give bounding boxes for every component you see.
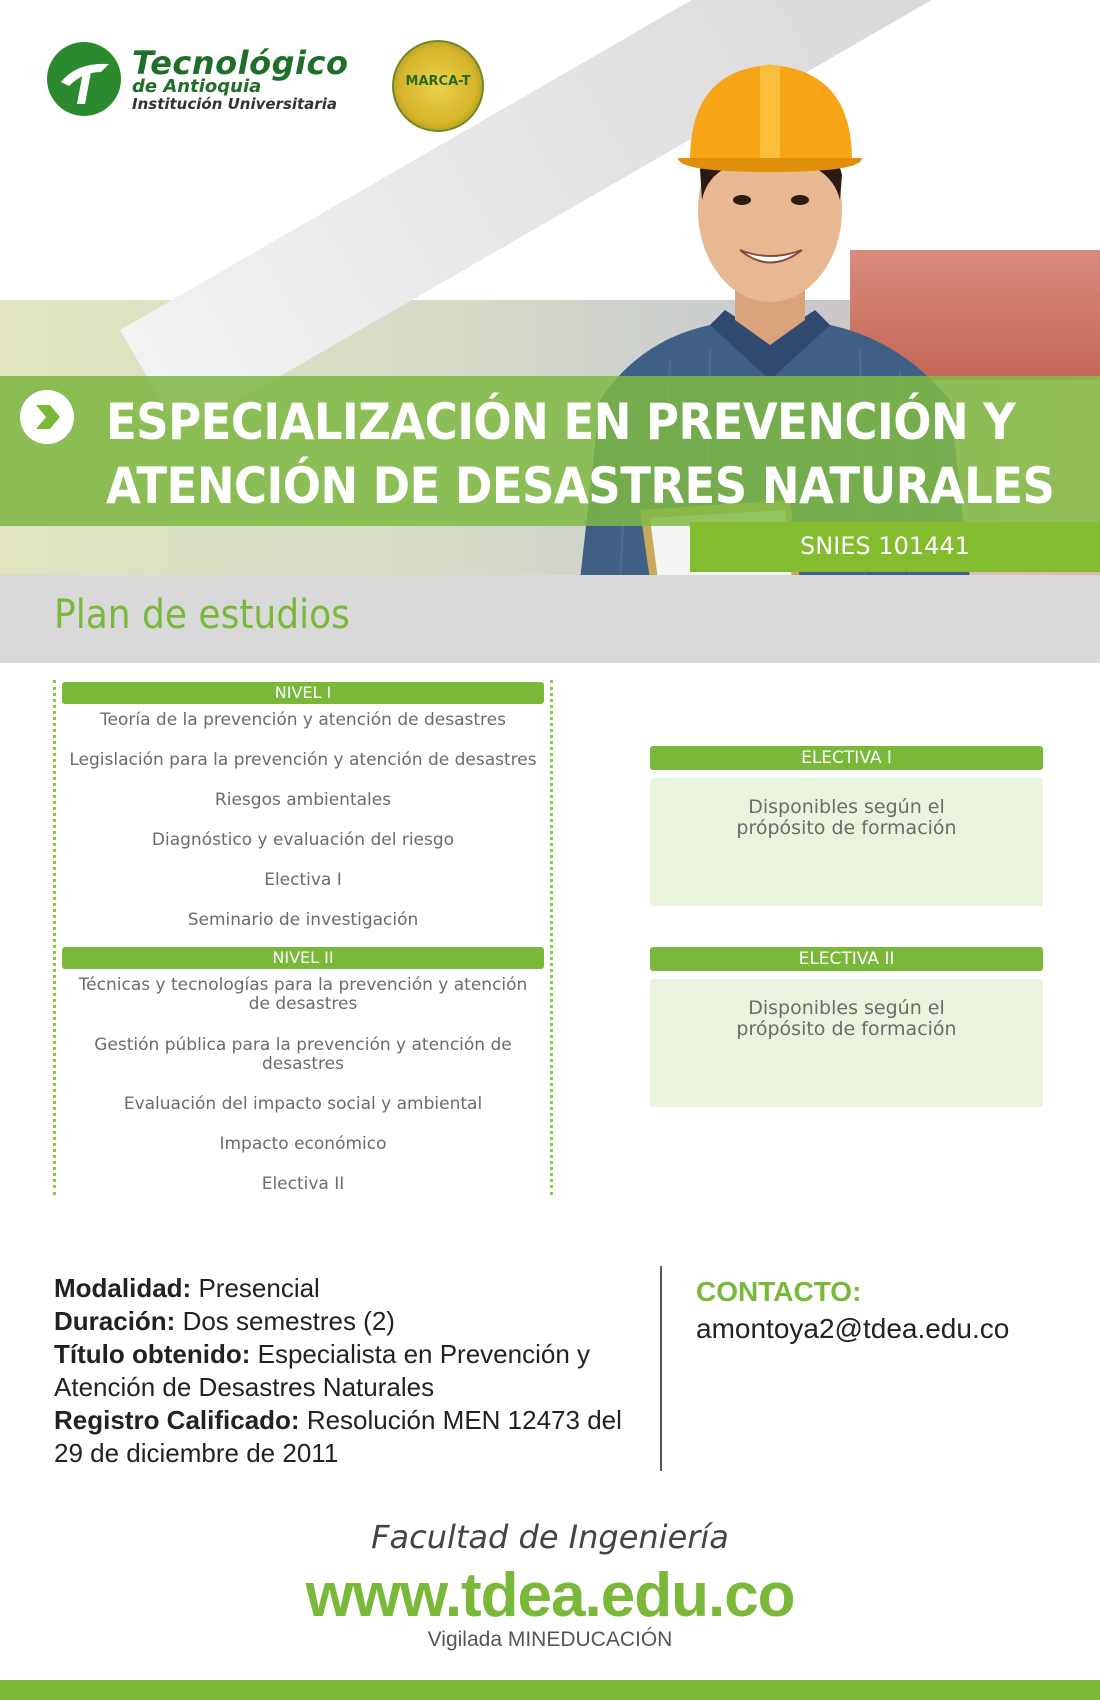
logo-name-line1: Tecnológico bbox=[132, 44, 349, 82]
chevron-right-icon bbox=[20, 390, 74, 444]
dotted-border-right bbox=[550, 680, 553, 1195]
bottom-bar bbox=[0, 1680, 1100, 1700]
detail-duracion: Duración: Dos semestres (2) bbox=[54, 1306, 395, 1336]
electiva-2-header: ELECTIVA II bbox=[650, 947, 1043, 971]
course-item: Riesgos ambientales bbox=[214, 790, 392, 810]
detail-titulo: Título obtenido: Especialista en Prevención y Atención de Desastres Naturales bbox=[54, 1339, 591, 1402]
course-item: Legislación para la prevención y atención de desastres bbox=[69, 750, 537, 770]
vertical-divider bbox=[660, 1266, 662, 1471]
snies-code: SNIES 101441 bbox=[800, 532, 970, 560]
seal-label: MARCA-T bbox=[405, 74, 471, 89]
course-item: Evaluación del impacto social y ambiental bbox=[123, 1094, 483, 1114]
course-item: Gestión pública para la prevención y atención de desastres bbox=[94, 1035, 512, 1074]
website-link[interactable]: www.tdea.edu.co bbox=[305, 1561, 795, 1630]
program-details bbox=[54, 1272, 644, 1470]
tdea-logo-icon bbox=[47, 42, 121, 116]
contact-email-link[interactable]: amontoya2@tdea.edu.co bbox=[696, 1313, 1010, 1344]
plan-title: Plan de estudios bbox=[54, 592, 350, 638]
detail-modalidad: Modalidad: Presencial bbox=[54, 1273, 320, 1303]
course-item: Electiva I bbox=[264, 870, 342, 890]
title-line1: ESPECIALIZACIÓN EN PREVENCIÓN Y bbox=[106, 393, 1016, 451]
course-item: Electiva II bbox=[261, 1174, 345, 1194]
course-item: Impacto económico bbox=[219, 1134, 387, 1154]
hero-banner bbox=[0, 0, 1100, 575]
electiva-1-text-line1: Disponibles según el bbox=[748, 796, 945, 818]
detail-registro: Registro Calificado: Resolución MEN 12473 del 29 de diciembre de 2011 bbox=[54, 1405, 622, 1468]
course-item: Seminario de investigación bbox=[187, 910, 419, 930]
title-line2: ATENCIÓN DE DESASTRES NATURALES bbox=[106, 457, 1055, 515]
logo-name-line3: Institución Universitaria bbox=[132, 95, 337, 113]
nivel-1-header: NIVEL I bbox=[62, 682, 544, 704]
electiva-2-text-line2: própósito de formación bbox=[736, 1018, 957, 1040]
electiva-1-header: ELECTIVA I bbox=[650, 746, 1043, 770]
faculty-name: Facultad de Ingeniería bbox=[371, 1518, 729, 1556]
electiva-2-text-line1: Disponibles según el bbox=[748, 997, 945, 1019]
nivel-2-header: NIVEL II bbox=[62, 947, 544, 969]
course-item: Diagnóstico y evaluación del riesgo bbox=[151, 830, 455, 850]
dotted-border-left bbox=[53, 680, 56, 1195]
page-title bbox=[106, 390, 1086, 518]
contact-heading: CONTACTO: bbox=[696, 1276, 862, 1307]
electiva-1-text-line2: própósito de formación bbox=[736, 817, 957, 839]
course-item: Técnicas y tecnologías para la prevención y atención de desastres bbox=[78, 975, 528, 1014]
course-item: Teoría de la prevención y atención de desastres bbox=[100, 710, 506, 730]
logo-name-line2: de Antioquia bbox=[132, 76, 262, 97]
vigilada-note: Vigilada MINEDUCACIÓN bbox=[427, 1628, 673, 1651]
